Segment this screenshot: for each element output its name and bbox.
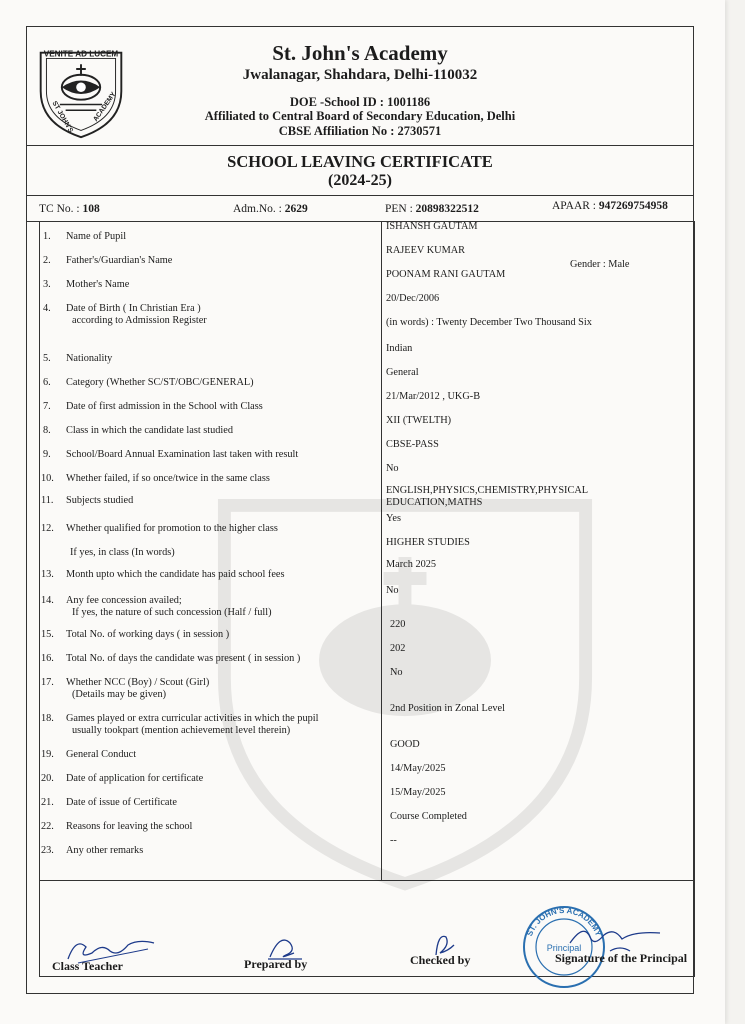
table-divider [381,221,382,880]
row-value [386,415,692,427]
row-number: 14. [41,595,54,606]
row-label [66,773,376,785]
row-label [66,353,376,365]
school-header [27,27,693,146]
row-value-line: XII (TWELTH) [386,415,452,426]
row-label-line: Total No. of days the candidate was present ( in session ) [66,653,301,664]
row-label [66,303,376,327]
row-value [390,739,696,751]
row-label-line: Name of Pupil [66,231,127,242]
certificate-frame [26,26,694,994]
row-value [386,485,692,509]
row-label-line: according to Admission Register [72,315,207,326]
row-value-line: Indian [386,343,413,354]
row-label [66,401,376,413]
row-label-line: Whether NCC (Boy) / Scout (Girl) [66,677,210,688]
row-label-line: (Details may be given) [72,689,167,700]
row-value-line: ENGLISH,PHYSICS,CHEMISTRY,PHYSICAL [386,485,589,496]
row-label [66,653,376,665]
row-value [390,835,696,847]
row-label-line: Reasons for leaving the school [66,821,193,832]
row-number: 16. [41,653,54,664]
row-label-line: Nationality [66,353,113,364]
row-label-line: If yes, the nature of such concession (Half / full) [72,607,272,618]
row-value-line: 20/Dec/2006 [386,293,440,304]
row-number: 15. [41,629,54,640]
row-label-line: Father's/Guardian's Name [66,255,173,266]
row-value [386,537,692,549]
row-label [66,629,376,641]
row-number: 22. [41,821,54,832]
row-value-line: -- [390,835,397,846]
row-number: 18. [41,713,54,724]
row-label-line: Category (Whether SC/ST/OBC/GENERAL) [66,377,254,388]
row-number: 9. [43,449,51,460]
row-value-line: 220 [390,619,406,630]
row-label [66,713,376,737]
row-label [66,473,376,485]
row-value-line: 202 [390,643,406,654]
row-value-line: 14/May/2025 [390,763,446,774]
row-label-line: School/Board Annual Examination last taken with result [66,449,299,460]
row-number: 17. [41,677,54,688]
row-value [386,367,692,379]
svg-text:ST. JOHN'S ACADEMY: ST. JOHN'S ACADEMY [525,905,603,938]
row-number: 21. [41,797,54,808]
row-label [66,821,376,833]
row-number: 5. [43,353,51,364]
row-label-line: Mother's Name [66,279,130,290]
details-table [39,221,695,881]
row-label-line: Date of Birth ( In Christian Era ) [66,303,201,314]
row-value [386,513,692,525]
row-value [386,391,692,403]
tc-number: TC No. : 108 [39,203,100,215]
row-label [66,797,376,809]
row-value [386,269,692,281]
row-value [390,763,696,775]
row-value-line: No [390,667,403,678]
row-label-line: Total No. of working days ( in session ) [66,629,230,640]
row-label-line: Class in which the candidate last studied [66,425,234,436]
row-label [66,425,376,437]
school-affiliation: Affiliated to Central Board of Secondary Education, Delhi [204,109,516,123]
row-value-line: ISHANSH GAUTAM [386,221,478,232]
class-teacher-label: Class Teacher [52,959,124,973]
row-value [386,439,692,451]
row-value [386,221,692,233]
row-value-line: 15/May/2025 [390,787,446,798]
apaar-number: APAAR : 947269754958 [552,200,668,212]
school-address: Jwalanagar, Shahdara, Delhi-110032 [242,67,478,83]
row-value-line: GOOD [390,739,420,750]
admission-number: Adm.No. : 2629 [233,203,308,215]
row-label-line: Date of first admission in the School with Class [66,401,263,412]
row-value [390,787,696,799]
id-row [27,195,693,222]
gender-value: Gender : Male [570,259,630,270]
row-value-line: No [386,463,399,474]
school-cbse-number: CBSE Affiliation No : 2730571 [278,124,442,138]
row-value [386,585,692,597]
row-number: 23. [41,845,54,856]
row-number: 4. [43,303,51,314]
certificate-title-box [27,145,693,196]
pen-number: PEN : 20898322512 [385,203,479,215]
row-value-line: POONAM RANI GAUTAM [386,269,506,280]
principal-signature-label: Signature of the Principal [555,951,688,965]
row-label-line: Games played or extra curricular activities in which the pupil [66,713,319,724]
row-number: 11. [41,495,54,506]
row-value [386,559,692,571]
row-label-line: Subjects studied [66,495,134,506]
row-label-line: Date of issue of Certificate [66,797,177,808]
row-number: 8. [43,425,51,436]
row-label-line: General Conduct [66,749,137,760]
certificate-title: SCHOOL LEAVING CERTIFICATE [227,152,493,171]
checked-by-label: Checked by [410,953,471,967]
row-label [70,547,380,559]
row-label [66,749,376,761]
row-label-line: Whether qualified for promotion to the higher class [66,523,278,534]
svg-text:ST JOHN'S: ST JOHN'S [50,100,75,135]
row-label-line: Date of application for certificate [66,773,204,784]
row-label [66,255,376,267]
svg-text:Principal: Principal [546,943,582,953]
row-number: 20. [41,773,54,784]
row-number: 19. [41,749,54,760]
row-value-line: (in words) : Twenty December Two Thousand Six [386,317,592,328]
row-number: 12. [41,523,54,534]
row-label [66,523,376,535]
row-value-line: EDUCATION,MATHS [386,497,483,508]
row-label-line: Whether failed, if so once/twice in the same class [66,473,270,484]
row-number: 10. [41,473,54,484]
row-label [66,677,376,701]
row-value-line: 21/Mar/2012 , UKG-B [386,391,481,402]
row-label-line: Month upto which the candidate has paid school fees [66,569,285,580]
signature-footer [39,881,695,977]
school-name: St. John's Academy [272,41,448,65]
svg-text:ACADEMY: ACADEMY [92,91,118,123]
row-number: 6. [43,377,51,388]
row-value [390,619,696,631]
row-label [66,279,376,291]
row-label-line: Any fee concession availed; [66,595,182,606]
row-value [386,245,692,257]
row-value-line: General [386,367,419,378]
row-label [66,845,376,857]
row-value-line: CBSE-PASS [386,439,439,450]
row-label-line: Any other remarks [66,845,144,856]
row-value [386,463,692,475]
row-value-line: RAJEEV KUMAR [386,245,466,256]
row-label [66,377,376,389]
row-value-line: HIGHER STUDIES [386,537,470,548]
prepared-by-label: Prepared by [244,957,308,971]
row-label [66,495,376,507]
row-label [66,449,376,461]
row-label [66,231,376,243]
row-number: 3. [43,279,51,290]
row-value [390,643,696,655]
row-number: 7. [43,401,51,412]
row-value-line: No [386,585,399,596]
row-label-line: usually tookpart (mention achievement level therein) [72,725,291,736]
row-value [390,667,696,679]
certificate-session: (2024-25) [328,172,392,189]
row-label [66,595,376,619]
row-value [386,343,692,355]
row-value [386,293,692,329]
row-label-line: If yes, in class (In words) [70,547,175,558]
svg-text:VENITE AD LUCEM: VENITE AD LUCEM [43,49,119,59]
row-number: 1. [43,231,51,242]
row-value [390,811,696,823]
school-doe-id: DOE -School ID : 1001186 [289,95,431,109]
row-label [66,569,376,581]
row-value [390,703,696,715]
row-value-line: Course Completed [390,811,467,822]
row-value-line: 2nd Position in Zonal Level [390,703,505,714]
row-number: 13. [41,569,54,580]
row-number: 2. [43,255,51,266]
row-value-line: Yes [386,513,401,524]
row-value-line: March 2025 [386,559,437,570]
